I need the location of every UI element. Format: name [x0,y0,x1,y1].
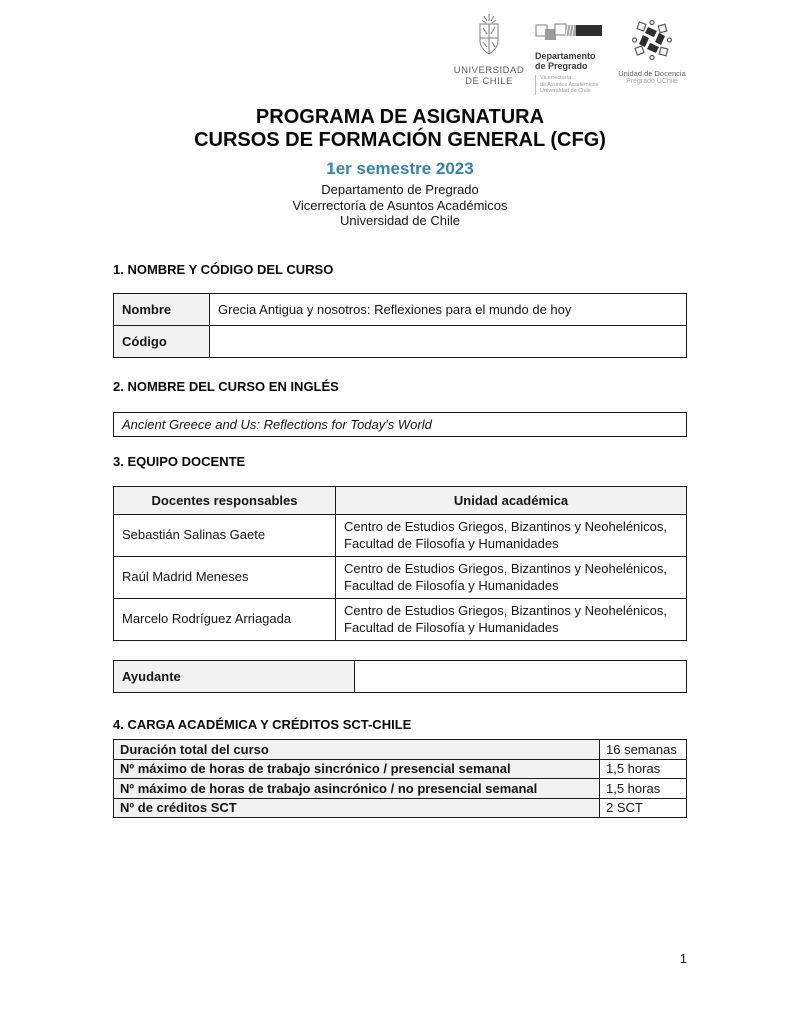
pregrado-logo-title-line2: de Pregrado [535,61,588,71]
docencia-cubes-icon [630,18,674,67]
semester-subtitle: 1er semestre 2023 [326,159,474,178]
pregrado-squares-icon [535,22,603,47]
table-row [114,413,687,437]
teacher-name-cell: Sebastián Salinas Gaete [114,515,336,557]
teacher-name-cell: Marcelo Rodríguez Arriagada [114,599,336,641]
assistant-value-cell [355,661,687,693]
dept-line-3: Universidad de Chile [340,213,460,228]
section2-heading: 2. NOMBRE DEL CURSO EN INGLÉS [113,379,339,394]
table-row [114,740,687,760]
column-header-docentes: Docentes responsables [114,487,336,515]
column-header-unidad: Unidad académica [336,487,687,515]
sync-hours-label-cell: Nº máximo de horas de trabajo sincrónico / presencial semanal [114,759,600,779]
logo-unidad-docencia [616,14,688,86]
table-header-row [114,487,687,515]
uchile-shield-icon [474,14,504,63]
section1-heading: 1. NOMBRE Y CÓDIGO DEL CURSO [113,262,334,277]
dept-line-2: Vicerrectoría de Asuntos Académicos [292,197,508,213]
teacher-unit-cell: Centro de Estudios Griegos, Bizantinos y Neohelénicos, Facultad de Filosofía y Humanidades [336,515,687,557]
table-row [114,798,687,818]
teaching-team-table [113,486,687,641]
assistant-label-cell: Ayudante [114,661,355,693]
table-row [114,759,687,779]
assistant-table [113,660,687,693]
academic-load-table [113,739,687,818]
docencia-logo-text-line1: Unidad de Docencia [618,69,686,78]
async-hours-value-cell: 1,5 horas [600,779,687,799]
sct-credits-value-cell: 2 SCT [600,798,687,818]
name-label-cell: Nombre [114,294,210,326]
code-value-cell [210,326,687,358]
async-hours-label-cell: Nº máximo de horas de trabajo asincrónico / no presencial semanal [114,779,600,799]
table-row [114,557,687,599]
table-row [114,779,687,799]
english-name-table [113,412,687,437]
header-logos [446,14,688,95]
sct-credits-label-cell: Nº de créditos SCT [114,798,600,818]
title-block [0,106,800,229]
document-title-line2: CURSOS DE FORMACIÓN GENERAL (CFG) [194,129,606,151]
section4-heading: 4. CARGA ACADÉMICA Y CRÉDITOS SCT-CHILE [113,717,412,732]
table-row [114,515,687,557]
english-name-cell: Ancient Greece and Us: Reflections for Today's World [114,413,687,437]
sync-hours-value-cell: 1,5 horas [600,759,687,779]
table-row [114,294,687,326]
logo-departamento-pregrado [535,14,613,95]
logo-universidad-de-chile [446,14,532,87]
teacher-unit-cell: Centro de Estudios Griegos, Bizantinos y Neohelénicos, Facultad de Filosofía y Humanidades [336,557,687,599]
dept-line-1: Departamento de Pregrado [321,182,479,197]
table-row [114,599,687,641]
name-value-cell: Grecia Antigua y nosotros: Reflexiones para el mundo de hoy [210,294,687,326]
document-title-line1: PROGRAMA DE ASIGNATURA [255,106,545,128]
course-name-code-table [113,293,687,358]
duration-label-cell: Duración total del curso [114,740,600,760]
section3-heading: 3. EQUIPO DOCENTE [113,454,246,469]
teacher-unit-cell: Centro de Estudios Griegos, Bizantinos y Neohelénicos, Facultad de Filosofía y Humanidades [336,599,687,641]
teacher-name-cell: Raúl Madrid Meneses [114,557,336,599]
uchile-logo-text-line2: DE CHILE [465,76,513,87]
code-label-cell: Código [114,326,210,358]
table-row [114,661,687,693]
page-number: 1 [679,951,687,966]
table-row [114,326,687,358]
duration-value-cell: 16 semanas [600,740,687,760]
pregrado-logo-title-line1: Departamento [535,51,596,61]
pregrado-logo-sub-line1: Vicerrectoría [540,75,572,81]
docencia-logo-text-line2: Pregrado UChile [626,78,678,85]
pregrado-logo-sub-line2: de Asuntos Académicos [540,81,599,88]
uchile-logo-text-line1: UNIVERSIDAD [453,65,525,76]
pregrado-logo-sub-line3: Universidad de Chile [540,88,591,94]
